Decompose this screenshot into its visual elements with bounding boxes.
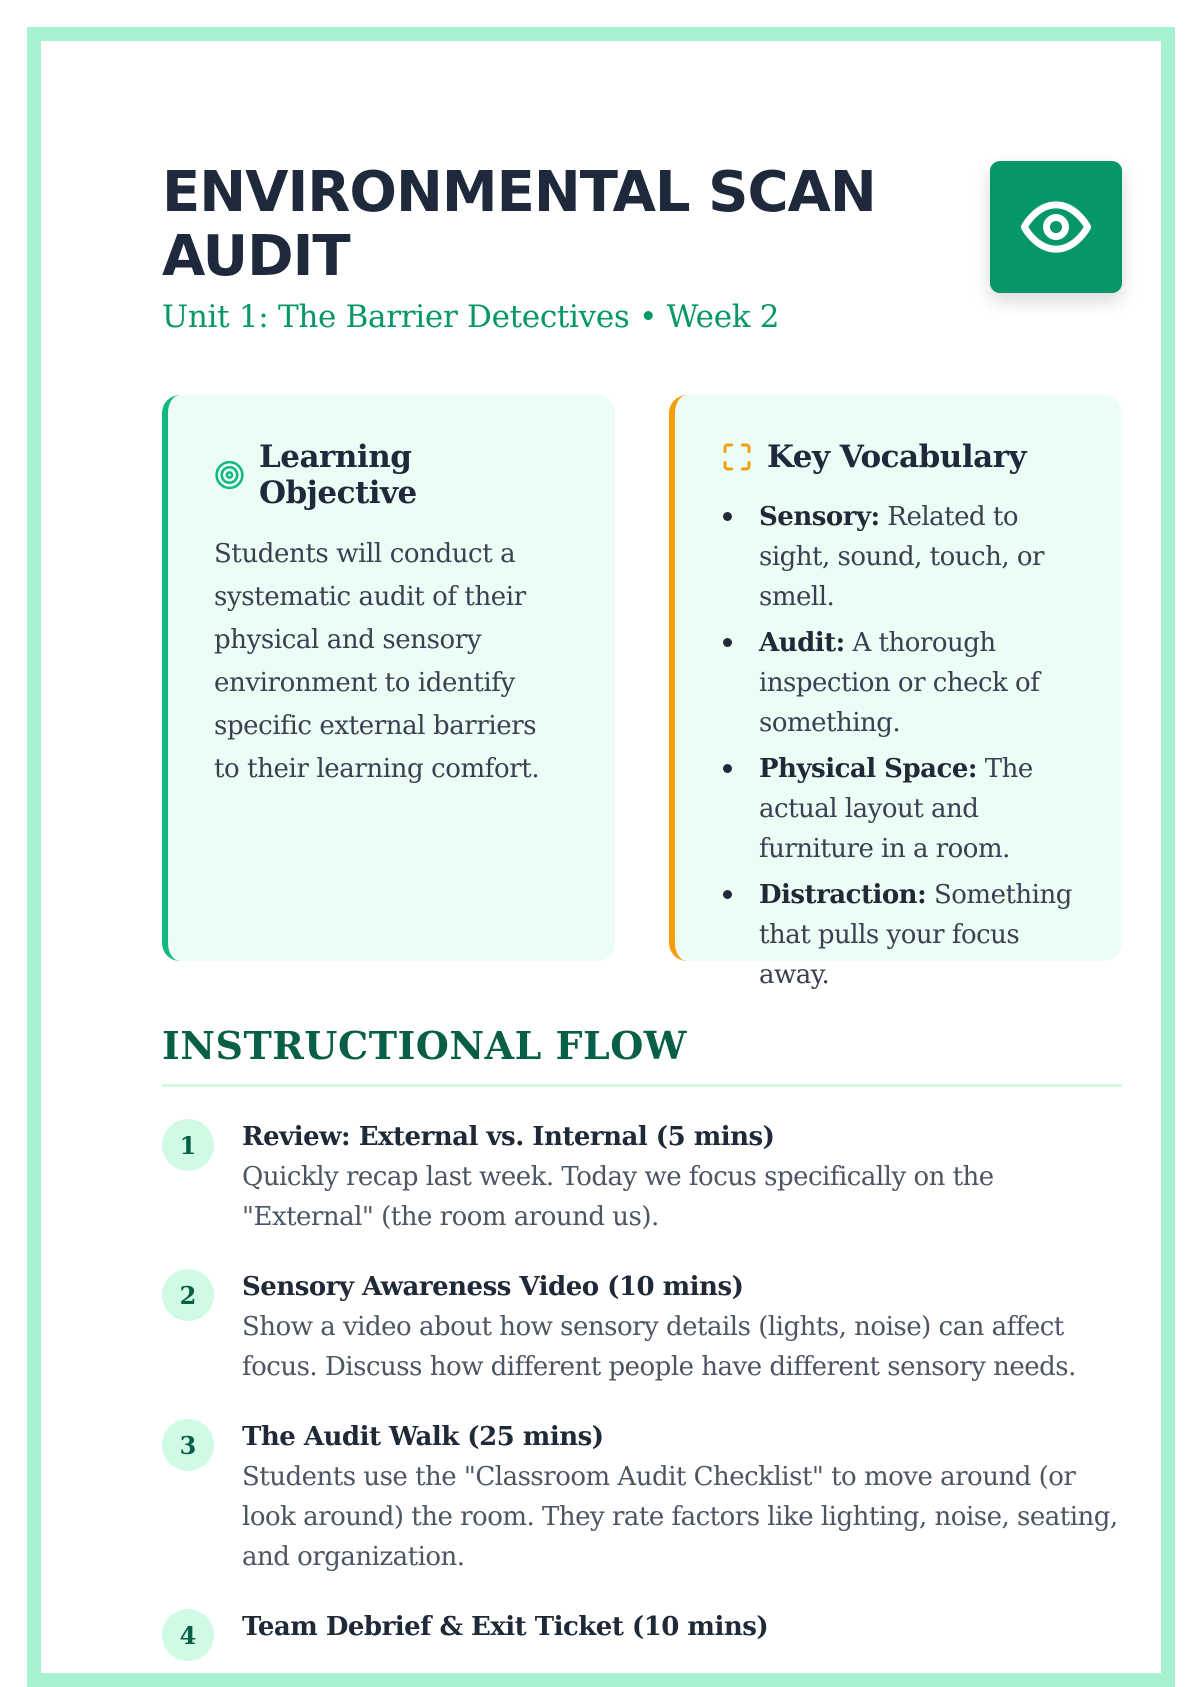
step-title: The Audit Walk (25 mins) [242,1422,604,1452]
page-header [162,161,1122,391]
step-number-badge: 4 [162,1609,214,1661]
step-number-badge: 1 [162,1119,214,1171]
vocab-term: Physical Space: [759,754,977,784]
eye-badge [990,161,1122,293]
eye-icon [1018,189,1094,265]
vocab-definition: Something that pulls your focus away. [759,880,1072,990]
vocab-term: Sensory: [759,502,880,532]
step-number-badge: 2 [162,1269,214,1321]
flow-steps [162,1117,1122,1650]
vocabulary-title: Key Vocabulary [767,439,1027,475]
vocabulary-list [721,497,1076,995]
scan-frame-icon [721,441,753,473]
step-number-badge: 3 [162,1419,214,1471]
vocab-term: Audit: [759,628,845,658]
page-subtitle: Unit 1: The Barrier Detectives • Week 2 [162,299,780,335]
vocab-term: Distraction: [759,880,927,910]
step-description: Show a video about how sensory details (lights, noise) can affect focus. Discuss how different people have different sensory needs. [242,1312,1076,1382]
key-vocabulary-card [669,395,1122,990]
vocab-definition: Related to sight, sound, touch, or smell. [759,502,1044,612]
vocab-item [721,749,1076,869]
target-icon [214,459,245,491]
vocab-item [721,497,1076,617]
vocab-item [721,623,1076,743]
page-frame [27,27,1175,1687]
flow-step [162,1117,1122,1237]
objective-header [214,439,569,511]
objective-text: Students will conduct a systematic audit of their physical and sensory environment to identify specific external barriers to their learning comfort. [214,539,540,784]
objective-title: Learning Objective [258,439,417,511]
vocabulary-header [721,439,1076,475]
lesson-content [162,160,1122,1650]
flow-step [162,1607,1122,1650]
vocab-definition: The actual layout and furniture in a room. [759,754,1033,864]
step-description: Quickly recap last week. Today we focus specifically on the "External" (the room around us). [242,1162,994,1232]
info-cards [162,395,1122,990]
flow-step [162,1417,1122,1577]
vocab-item [721,875,1076,995]
flow-step [162,1267,1122,1387]
instructional-flow [162,1023,1122,1677]
step-title: Review: External vs. Internal (5 mins) [242,1122,775,1152]
vocab-definition: A thorough inspection or check of something. [759,628,1040,738]
flow-title: INSTRUCTIONAL FLOW [162,1023,1122,1087]
step-description: Students use the "Classroom Audit Checklist" to move around (or look around) the room. They rate factors like lighting, noise, seating, and organization. [242,1462,1118,1572]
step-title: Team Debrief & Exit Ticket (10 mins) [242,1612,769,1642]
learning-objective-card [162,395,615,961]
step-title: Sensory Awareness Video (10 mins) [242,1272,744,1302]
page-title: ENVIRONMENTAL SCAN AUDIT [162,160,876,289]
